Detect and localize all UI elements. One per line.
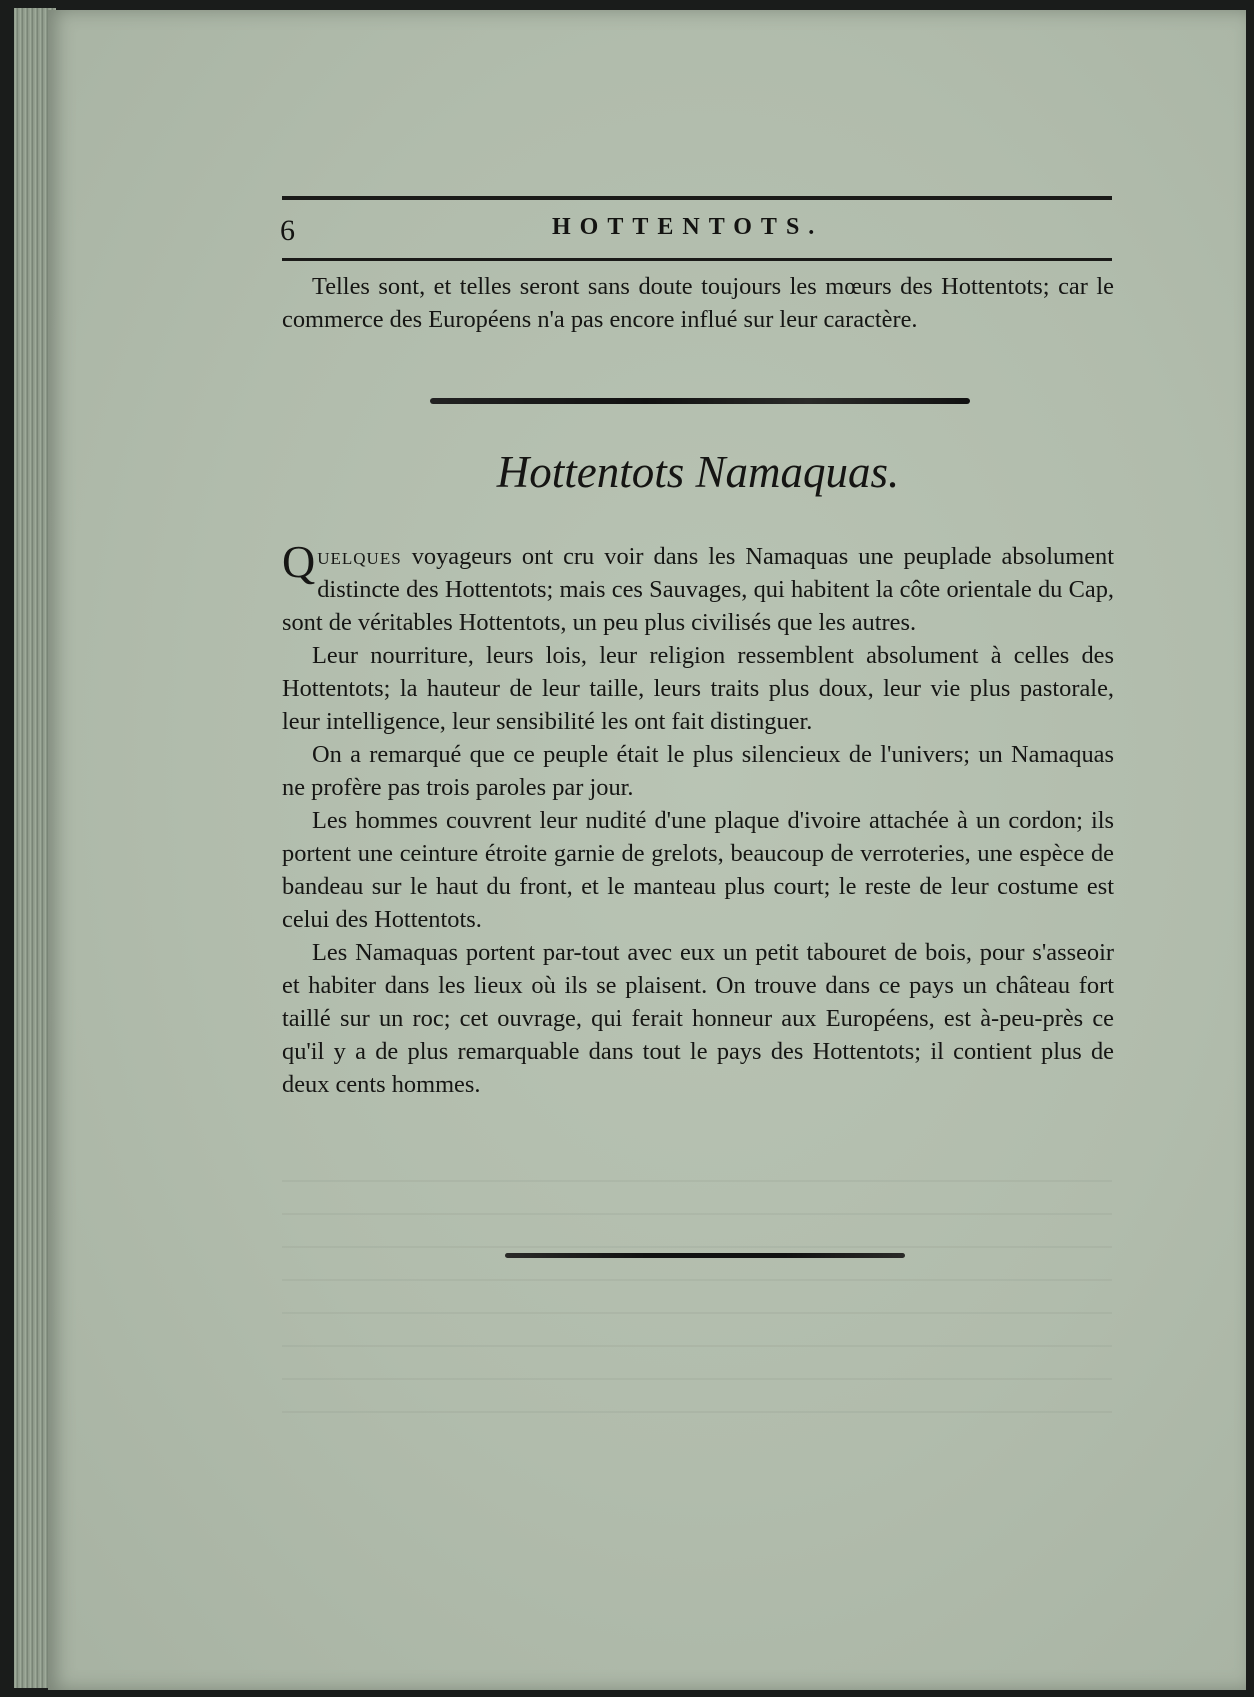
paragraph-1-text: voyageurs ont cru voir dans les Namaquas une peuplade absolument distincte des Hottentots; mais ces Sauvages, qui habitent la côte orientale du Cap, sont de véritables Hottentots, un peu plus civilisés que les autres.	[282, 543, 1114, 636]
paragraph-1	[282, 536, 1114, 639]
section-separator-bottom	[505, 1253, 905, 1258]
header-rule-bottom	[282, 258, 1112, 261]
section-body	[282, 536, 1114, 1101]
intro-text	[282, 270, 1114, 336]
header-rule-top	[282, 196, 1112, 200]
section-separator-top	[430, 398, 970, 404]
drop-cap: Q	[282, 536, 316, 587]
paragraph-1-first-words: uelques	[317, 543, 402, 570]
paragraph-3: On a remarqué que ce peuple était le plus silencieux de l'univers; un Namaquas ne profère pas trois paroles par jour.	[282, 741, 1114, 801]
paragraph-2: Leur nourriture, leurs lois, leur religion ressemblent absolument à celles des Hottentots; la hauteur de leur taille, leurs traits plus doux, leur vie plus pastorale, leur intelligence, leur sensibilité les ont fait distinguer.	[282, 642, 1114, 735]
paragraph-4: Les hommes couvrent leur nudité d'une plaque d'ivoire attachée à un cordon; ils portent une ceinture étroite garnie de grelots, beaucoup de verroteries, une espèce de bandeau sur le haut du front, et le manteau plus court; le reste de leur costume est celui des Hottentots.	[282, 807, 1114, 933]
intro-paragraph: Telles sont, et telles seront sans doute toujours les mœurs des Hottentots; car le commerce des Européens n'a pas encore influé sur leur caractère.	[282, 273, 1114, 333]
show-through-texture	[282, 1180, 1112, 1440]
section-title: Hottentots Namaquas.	[496, 447, 900, 497]
paragraph-5: Les Namaquas portent par-tout avec eux un petit tabouret de bois, pour s'asseoir et habiter dans les lieux où ils se plaisent. On trouve dans ce pays un château fort taillé sur un roc; cet ouvrage, qui ferait honneur aux Européens, est à-peu-près ce qu'il y a de plus remarquable dans tout le pays des Hottentots; il contient plus de deux cents hommes.	[282, 939, 1114, 1098]
page-number: 6	[280, 214, 295, 247]
running-head: HOTTENTOTS.	[552, 214, 824, 240]
